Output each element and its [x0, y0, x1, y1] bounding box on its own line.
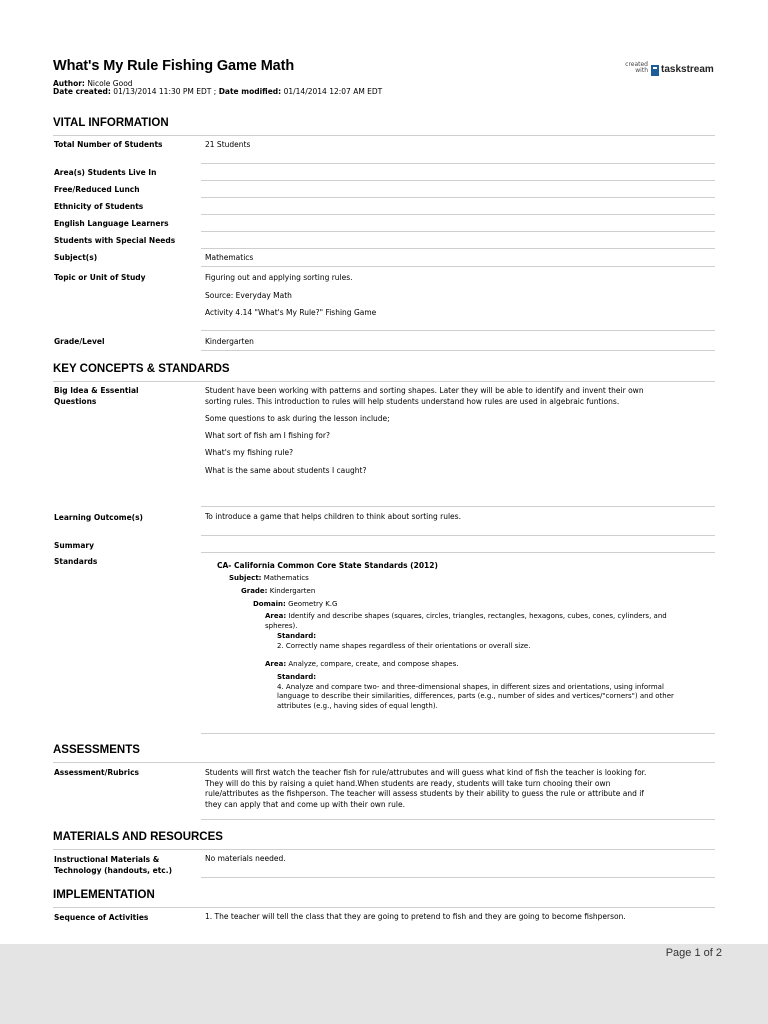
row-divider	[201, 214, 715, 215]
label-assessment-rubrics: Assessment/Rubrics	[54, 768, 139, 777]
label-big-idea-line-2: Questions	[54, 397, 97, 406]
author-name: Nicole Good	[87, 79, 133, 88]
label-standards: Standards	[54, 557, 98, 566]
row-divider	[201, 163, 715, 164]
big-idea-question: What sort of fish am I fishing for?	[205, 431, 330, 440]
date-line	[53, 87, 382, 96]
row-divider	[201, 231, 715, 232]
label-learning-outcome: Learning Outcome(s)	[54, 513, 143, 522]
value-grade-level: Kindergarten	[205, 337, 254, 346]
section-divider	[53, 762, 715, 763]
taskstream-logo	[622, 60, 718, 80]
label-instructional-materials: Instructional Materials & Technology (handouts, etc.)	[54, 855, 173, 875]
row-divider	[201, 350, 715, 351]
value-topic-source: Source: Everyday Math	[205, 291, 292, 300]
label-free-reduced-lunch: Free/Reduced Lunch	[54, 185, 140, 194]
label-grade-level: Grade/Level	[54, 337, 105, 346]
big-idea-text: Student have been working with patterns and sorting shapes. Later they will be able to identify and invent their own	[205, 386, 644, 395]
row-divider	[201, 877, 715, 878]
value-topic-line: Figuring out and applying sorting rules.	[205, 273, 353, 282]
value-assessment-rubrics: Students will first watch the teacher fish for rule/attrubutes and will guess what kind of fish the teacher is looking for. They will do this by raising a quiet hand.When students are ready, students will take turn chooing their own rule/attributes as the fishperson. The teacher will assess students by their ability to guess the rule or attribute and if they can apply that and come up with their own rule.	[205, 768, 647, 809]
label-subjects: Subject(s)	[54, 253, 98, 262]
section-divider	[53, 907, 715, 908]
standards-subject: Subject: Mathematics	[229, 574, 309, 582]
row-divider	[201, 819, 715, 820]
section-materials: MATERIALS AND RESOURCES	[53, 831, 223, 843]
row-divider	[201, 266, 715, 267]
value-sequence-of-activities: 1. The teacher will tell the class that they are going to pretend to fish and they are going to become fishperson.	[205, 912, 626, 921]
standards-standard: Standard: 2. Correctly name shapes regardless of their orientations or overall size.	[277, 632, 531, 650]
label-total-students: Total Number of Students	[54, 140, 163, 149]
taskstream-name: taskstream	[661, 64, 714, 75]
row-divider	[201, 733, 715, 734]
big-idea-questions-intro: Some questions to ask during the lesson include;	[205, 414, 390, 423]
big-idea-text: sorting rules. This introduction to rules will help students understand how rules are used in algebraic funtions.	[205, 396, 620, 406]
section-implementation: IMPLEMENTATION	[53, 889, 155, 901]
section-divider	[53, 381, 715, 382]
row-divider	[201, 506, 715, 507]
modified-date: 01/14/2014 12:07 AM EDT	[283, 87, 383, 96]
standards-domain: Domain: Geometry K.G	[253, 600, 338, 608]
label-ethnicity: Ethnicity of Students	[54, 202, 144, 211]
taskstream-logo-icon	[651, 65, 659, 76]
standards-area: Area: Identify and describe shapes (squares, circles, triangles, rectangles, hexagons, cubes, cones, cylinders, and spheres).	[265, 612, 667, 630]
value-total-students: 21 Students	[205, 140, 251, 149]
standards-heading: CA- California Common Core State Standards (2012)	[217, 561, 438, 570]
section-key-concepts: KEY CONCEPTS & STANDARDS	[53, 363, 230, 375]
value-big-idea	[205, 386, 715, 407]
created-label: Date created:	[53, 87, 111, 96]
page-footer-band	[0, 944, 768, 1024]
row-divider	[201, 197, 715, 198]
row-divider	[201, 552, 715, 553]
section-vital-information: VITAL INFORMATION	[53, 117, 169, 129]
value-topic-activity: Activity 4.14 "What's My Rule?" Fishing Game	[205, 308, 377, 317]
big-idea-question: What's my fishing rule?	[205, 448, 294, 457]
standards-standard: Standard: 4. Analyze and compare two- and three-dimensional shapes, in different sizes and orientations, using informal language to describe their similarities, differences, parts (e.g., number of sides and vertices/"corners") and other attributes (e.g., having sides of equal length).	[277, 673, 674, 710]
date-separator: ;	[211, 87, 219, 96]
modified-label: Date modified:	[218, 87, 282, 96]
label-topic: Topic or Unit of Study	[54, 273, 146, 282]
author-label: Author:	[53, 79, 85, 88]
page-title: What's My Rule Fishing Game Math	[53, 58, 295, 74]
value-learning-outcome: To introduce a game that helps children to think about sorting rules.	[205, 512, 461, 521]
section-divider	[53, 849, 715, 850]
row-divider	[201, 180, 715, 181]
row-divider	[201, 248, 715, 249]
value-instructional-materials: No materials needed.	[205, 854, 286, 863]
label-sequence-of-activities: Sequence of Activities	[54, 913, 149, 922]
created-date: 01/13/2014 11:30 PM EDT	[113, 87, 212, 96]
label-big-idea-line-1: Big Idea & Essential	[54, 386, 139, 395]
label-big-idea	[54, 385, 194, 407]
big-idea-question: What is the same about students I caught?	[205, 466, 367, 475]
created-with-text: created with	[625, 61, 648, 74]
standards-grade: Grade: Kindergarten	[241, 587, 316, 595]
row-divider	[201, 535, 715, 536]
value-subjects: Mathematics	[205, 253, 254, 262]
section-assessments: ASSESSMENTS	[53, 744, 140, 756]
standards-area: Area: Analyze, compare, create, and compose shapes.	[265, 660, 459, 668]
label-areas-students-live: Area(s) Students Live In	[54, 168, 157, 177]
row-divider	[201, 330, 715, 331]
label-summary: Summary	[54, 541, 95, 550]
section-divider	[53, 135, 715, 136]
page-number: Page 1 of 2	[665, 947, 722, 959]
label-english-learners: English Language Learners	[54, 219, 169, 228]
label-special-needs: Students with Special Needs	[54, 236, 176, 245]
